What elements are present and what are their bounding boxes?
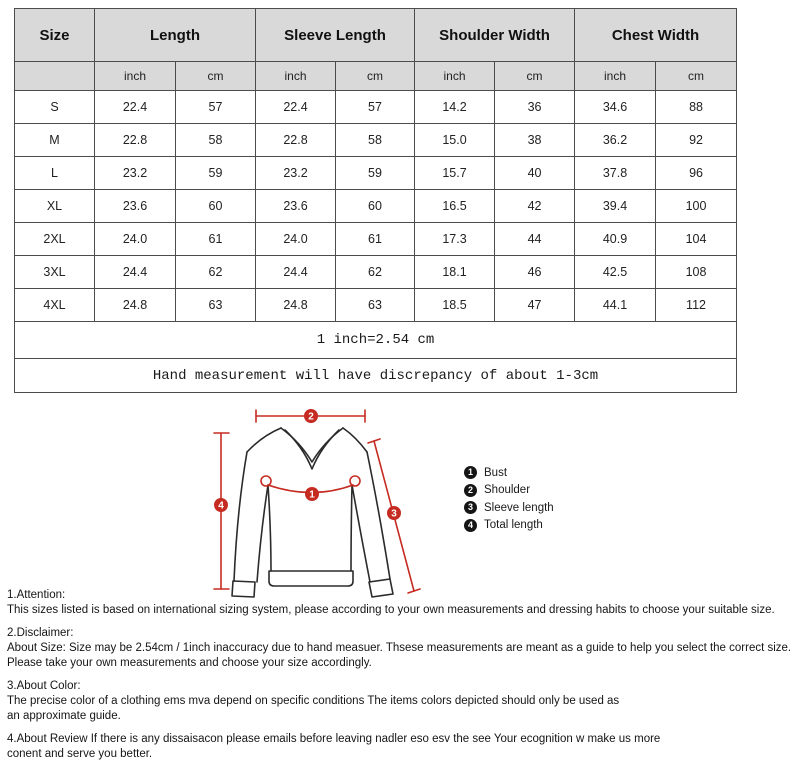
value-cell: 44 xyxy=(495,223,575,256)
value-cell: 42 xyxy=(495,190,575,223)
value-cell: 60 xyxy=(176,190,256,223)
value-cell: 62 xyxy=(336,256,415,289)
value-cell: 24.0 xyxy=(95,223,176,256)
table-row-2xl xyxy=(15,223,737,256)
note-about-review xyxy=(7,732,749,762)
legend-label: Total length xyxy=(484,519,543,532)
legend-label: Shoulder xyxy=(484,484,531,497)
notes-section xyxy=(7,588,791,770)
length-marker-number: 4 xyxy=(218,500,224,512)
size-cell: S xyxy=(15,91,95,124)
unit-header: cm xyxy=(176,62,256,91)
value-cell: 23.6 xyxy=(256,190,336,223)
value-cell: 58 xyxy=(336,124,415,157)
value-cell: 23.6 xyxy=(95,190,176,223)
col-header-sleeve-length: Sleeve Length xyxy=(256,9,415,62)
value-cell: 24.0 xyxy=(256,223,336,256)
table-row-s xyxy=(15,91,737,124)
value-cell: 18.5 xyxy=(415,289,495,322)
value-cell: 108 xyxy=(656,256,737,289)
legend-item-bust xyxy=(464,464,554,482)
note-heading: 3.About Color: xyxy=(7,680,81,692)
value-cell: 59 xyxy=(336,157,415,190)
value-cell: 96 xyxy=(656,157,737,190)
legend-item-total-length xyxy=(464,517,554,535)
unit-header: cm xyxy=(336,62,415,91)
measurement-markers xyxy=(214,409,401,520)
value-cell: 24.8 xyxy=(95,289,176,322)
measurement-diagram xyxy=(0,405,750,605)
table-units-row xyxy=(15,62,737,91)
size-cell: 3XL xyxy=(15,256,95,289)
measurement-note-row xyxy=(15,359,737,393)
note-about-color xyxy=(7,679,749,724)
value-cell: 37.8 xyxy=(575,157,656,190)
value-cell: 58 xyxy=(176,124,256,157)
legend-bullet-4-icon: 4 xyxy=(464,519,477,532)
value-cell: 63 xyxy=(336,289,415,322)
value-cell: 88 xyxy=(656,91,737,124)
value-cell: 57 xyxy=(176,91,256,124)
legend-label: Bust xyxy=(484,466,508,479)
note-attention xyxy=(7,588,775,618)
sweater-outline xyxy=(232,428,393,597)
value-cell: 15.0 xyxy=(415,124,495,157)
col-header-chest-width: Chest Width xyxy=(575,9,737,62)
size-cell: XL xyxy=(15,190,95,223)
size-chart-table xyxy=(14,8,737,393)
note-disclaimer xyxy=(7,626,791,671)
unit-header-blank xyxy=(15,62,95,91)
note-text: Please take your own measurements and choose your size accordingly. xyxy=(7,657,372,669)
value-cell: 60 xyxy=(336,190,415,223)
note-heading: 2.Disclaimer: xyxy=(7,627,74,639)
value-cell: 17.3 xyxy=(415,223,495,256)
sweater-diagram-illustration xyxy=(0,405,750,605)
bust-marker-number: 1 xyxy=(309,489,315,501)
conversion-note-row xyxy=(15,322,737,359)
unit-header: inch xyxy=(415,62,495,91)
value-cell: 18.1 xyxy=(415,256,495,289)
value-cell: 61 xyxy=(176,223,256,256)
value-cell: 22.4 xyxy=(256,91,336,124)
value-cell: 36 xyxy=(495,91,575,124)
value-cell: 40.9 xyxy=(575,223,656,256)
value-cell: 47 xyxy=(495,289,575,322)
value-cell: 23.2 xyxy=(256,157,336,190)
value-cell: 24.4 xyxy=(256,256,336,289)
value-cell: 15.7 xyxy=(415,157,495,190)
value-cell: 46 xyxy=(495,256,575,289)
value-cell: 42.5 xyxy=(575,256,656,289)
note-text: The precise color of a clothing ems mva depend on specific conditions The items colors depicted should only be used as xyxy=(7,695,620,707)
col-header-size: Size xyxy=(15,9,95,62)
col-header-shoulder-width: Shoulder Width xyxy=(415,9,575,62)
value-cell: 63 xyxy=(176,289,256,322)
unit-header: cm xyxy=(495,62,575,91)
value-cell: 44.1 xyxy=(575,289,656,322)
value-cell: 34.6 xyxy=(575,91,656,124)
table-row-m xyxy=(15,124,737,157)
value-cell: 16.5 xyxy=(415,190,495,223)
unit-header: inch xyxy=(256,62,336,91)
unit-header: inch xyxy=(95,62,176,91)
value-cell: 104 xyxy=(656,223,737,256)
value-cell: 24.8 xyxy=(256,289,336,322)
measurement-note: Hand measurement will have discrepancy of about 1-3cm xyxy=(15,359,737,393)
table-row-l xyxy=(15,157,737,190)
value-cell: 59 xyxy=(176,157,256,190)
note-text: 4.About Review If there is any dissaisacon please emails before leaving nadler eso esv the see Your ecognition w make us more xyxy=(7,733,661,745)
size-cell: 4XL xyxy=(15,289,95,322)
size-cell: 2XL xyxy=(15,223,95,256)
legend-bullet-1-icon: 1 xyxy=(464,466,477,479)
value-cell: 24.4 xyxy=(95,256,176,289)
value-cell: 100 xyxy=(656,190,737,223)
conversion-note: 1 inch=2.54 cm xyxy=(15,322,737,359)
value-cell: 23.2 xyxy=(95,157,176,190)
legend-bullet-2-icon: 2 xyxy=(464,484,477,497)
note-text: conent and serve you better. xyxy=(7,748,153,760)
value-cell: 22.8 xyxy=(95,124,176,157)
legend-item-shoulder xyxy=(464,482,554,500)
value-cell: 36.2 xyxy=(575,124,656,157)
diagram-legend xyxy=(464,464,554,534)
value-cell: 39.4 xyxy=(575,190,656,223)
col-header-length: Length xyxy=(95,9,256,62)
value-cell: 57 xyxy=(336,91,415,124)
value-cell: 14.2 xyxy=(415,91,495,124)
note-text: This sizes listed is based on international sizing system, please according to your own measurements and dressing habits to choose your suitable size. xyxy=(7,604,775,616)
value-cell: 92 xyxy=(656,124,737,157)
table-row-xl xyxy=(15,190,737,223)
size-cell: L xyxy=(15,157,95,190)
sleeve-marker-number: 3 xyxy=(391,508,397,520)
shoulder-marker-number: 2 xyxy=(308,411,314,423)
measurement-lines xyxy=(214,410,420,593)
table-row-4xl xyxy=(15,289,737,322)
table-row-3xl xyxy=(15,256,737,289)
legend-item-sleeve-length xyxy=(464,499,554,517)
value-cell: 112 xyxy=(656,289,737,322)
table-header-row xyxy=(15,9,737,62)
unit-header: inch xyxy=(575,62,656,91)
value-cell: 22.8 xyxy=(256,124,336,157)
value-cell: 40 xyxy=(495,157,575,190)
size-cell: M xyxy=(15,124,95,157)
value-cell: 22.4 xyxy=(95,91,176,124)
note-heading: 1.Attention: xyxy=(7,589,66,601)
value-cell: 61 xyxy=(336,223,415,256)
legend-label: Sleeve length xyxy=(484,501,554,514)
unit-header: cm xyxy=(656,62,737,91)
note-text: an approximate guide. xyxy=(7,710,121,722)
note-text: About Size: Size may be 2.54cm / 1inch inaccuracy due to hand measuer. Thsese measurements are meant as a guide to help you select the correct size. xyxy=(7,642,791,654)
value-cell: 38 xyxy=(495,124,575,157)
value-cell: 62 xyxy=(176,256,256,289)
legend-bullet-3-icon: 3 xyxy=(464,501,477,514)
